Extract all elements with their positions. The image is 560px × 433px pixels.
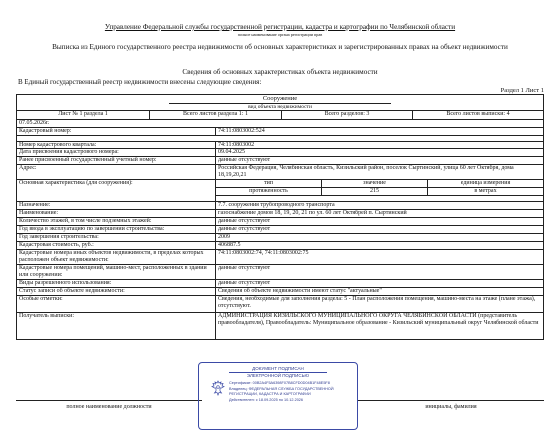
field-value: данные отсутствуют xyxy=(218,157,271,163)
date-row xyxy=(17,120,543,128)
sheets-total: Всего листов выписки: 4 xyxy=(446,111,510,117)
page-label: Раздел 1 Лист 1 xyxy=(500,87,544,94)
field-value: 406887.5 xyxy=(218,242,241,248)
char-header-unit: единица измерения xyxy=(460,180,511,186)
field-value: Сведения об объекте недвижимости имеют статус "актуальные" xyxy=(218,288,382,294)
char-header-value: значение xyxy=(322,180,428,187)
field-value: Сведения, необходимые для заполнения раздела: 5 - План расположения помещения, машино-места на этаже (плане этажа), отсутствуют. xyxy=(218,296,536,310)
field-label: Ранее присвоенный государственный учетный номер: xyxy=(17,157,216,164)
field-row xyxy=(17,265,543,280)
field-value: данные отсутствуют xyxy=(218,226,271,232)
field-row xyxy=(17,141,543,149)
field-value: 74:11:0803002:74, 74:11:0803002:75 xyxy=(218,250,309,256)
field-row xyxy=(17,234,543,242)
field-label: Особые отметки: xyxy=(17,296,216,312)
field-row xyxy=(17,313,543,339)
field-row xyxy=(17,288,543,296)
field-label: Дата присвоения кадастрового номера: xyxy=(17,149,216,156)
field-value: Российская Федерация, Челябинская область, Кизильский район, поселок Сыртинский, улица 60 лет Октября, дома 18,19,20,21 xyxy=(218,165,514,179)
object-type: Сооружение xyxy=(262,95,298,102)
characteristics-table xyxy=(216,180,543,201)
field-row xyxy=(17,242,543,250)
object-type-caption: вид объекта недвижимости xyxy=(169,103,391,110)
field-value: АДМИНИСТРАЦИЯ КИЗИЛЬСКОГО МУНИЦИПАЛЬНОГО ОКРУГА ЧЕЛЯБИНСКОЙ ОБЛАСТИ (представитель правообладателя), Правообладатель: Муниципальное образование - Кизильский муниципальный округ Челябинской области xyxy=(218,313,539,327)
name-caption: инициалы, фамилия xyxy=(425,404,477,410)
field-value: данные отсутствуют xyxy=(218,218,271,224)
characteristics-row xyxy=(17,180,543,202)
section-title: Сведения об основных характеристиках объекта недвижимости xyxy=(182,68,378,76)
position-caption: полное наименование должности xyxy=(66,404,152,410)
field-value: 09.04.2025 xyxy=(218,149,245,155)
intro-text: В Единый государственный реестр недвижимости внесены следующие сведения: xyxy=(18,78,262,86)
field-value: газоснабжение домов 18, 19, 20, 21 по ул. 60 лет Октябрей п. Сыртинский xyxy=(218,210,407,216)
authority-note: полное наименование органа регистрации прав xyxy=(237,32,323,37)
char-value: 215 xyxy=(322,188,428,195)
stamp-title-2: ЭЛЕКТРОННОЙ ПОДПИСЬЮ xyxy=(246,373,310,378)
document-table xyxy=(16,94,544,340)
field-label: Кадастровый номер: xyxy=(17,128,216,135)
field-row xyxy=(17,250,543,265)
field-value: 74:11:0803002:524 xyxy=(218,128,265,134)
field-row xyxy=(17,165,543,180)
stamp-owner-2: РЕГИСТРАЦИИ, КАДАСТРА И КАРТОГРАФИИ xyxy=(229,392,311,396)
field-label: Номер кадастрового квартала: xyxy=(17,142,216,148)
spacer-row xyxy=(17,136,543,141)
field-label: Статус записи об объекте недвижимости: xyxy=(17,288,216,295)
field-row xyxy=(17,128,543,136)
field-value: данные отсутствуют xyxy=(218,265,271,271)
field-label: Кадастровая стоимость, руб.: xyxy=(17,242,216,249)
stamp-owner-1: Владелец: ФЕДЕРАЛЬНАЯ СЛУЖБА ГОСУДАРСТВЕННОЙ xyxy=(229,386,334,391)
stamp-cert: Сертификат: 00B2A4F5A6398F07B8CFD0D04B1F48E5F8 xyxy=(229,381,330,385)
field-value: 2009 xyxy=(218,234,230,240)
field-value: 7.7. сооружения трубопроводного транспорта xyxy=(218,202,335,208)
field-label: Основная характеристика (для сооружения): xyxy=(17,180,216,201)
e-signature-stamp xyxy=(198,362,358,430)
position-line xyxy=(16,400,202,401)
field-value: 74:11:0803002 xyxy=(218,142,255,148)
field-label: Адрес: xyxy=(17,165,216,179)
field-label: Получатель выписки: xyxy=(17,313,216,339)
stamp-title-1: ДОКУМЕНТ ПОДПИСАН xyxy=(252,366,304,371)
char-unit: в метрах xyxy=(474,188,497,194)
char-type: протяженность xyxy=(216,188,322,195)
field-row xyxy=(17,210,543,218)
field-value: данные отсутствуют xyxy=(218,280,271,286)
field-label: Год ввода в эксплуатацию по завершении строительства: xyxy=(17,226,216,233)
field-row xyxy=(17,149,543,157)
field-label: Наименование: xyxy=(17,210,216,217)
field-row xyxy=(17,280,543,288)
sheet-info-row xyxy=(17,111,543,120)
field-label: Виды разрешенного использования: xyxy=(17,280,216,287)
field-row xyxy=(17,157,543,165)
field-row xyxy=(17,218,543,226)
extract-title: Выписка из Единого государственного реестра недвижимости об основных характеристиках и зарегистрированных правах на объект недвижимости xyxy=(52,43,508,51)
field-label: Кадастровые номера помещений, машино-мест, расположенных в здании или сооружении: xyxy=(17,265,216,279)
field-row xyxy=(17,226,543,234)
eagle-emblem-icon xyxy=(211,380,225,396)
sheets-in-section: Всего листов раздела 1: 1 xyxy=(150,111,282,119)
field-label: Год завершения строительства: xyxy=(17,234,216,241)
authority-name: Управление Федеральной службы государственной регистрации, кадастра и картографии по Челябинской области xyxy=(104,23,456,31)
stamp-details xyxy=(229,381,353,403)
extract-date: 07.05.2026г. xyxy=(19,120,50,126)
sheet-number: Лист № 1 раздела 1 xyxy=(17,111,150,119)
field-row xyxy=(17,296,543,313)
stamp-valid: Действителен: с 18.09.2025 по 10.12.2026 xyxy=(229,397,304,402)
name-line xyxy=(358,400,544,401)
field-label: Количество этажей, в том числе подземных этажей: xyxy=(17,218,216,225)
field-label: Назначение: xyxy=(17,202,216,209)
field-label: Кадастровые номера иных объектов недвижимости, в пределах которых расположен объект недвижимости: xyxy=(17,250,216,264)
object-type-row xyxy=(17,95,543,111)
char-header-type: тип xyxy=(216,180,322,187)
sections-total: Всего разделов: 3 xyxy=(282,111,413,119)
field-row xyxy=(17,202,543,210)
